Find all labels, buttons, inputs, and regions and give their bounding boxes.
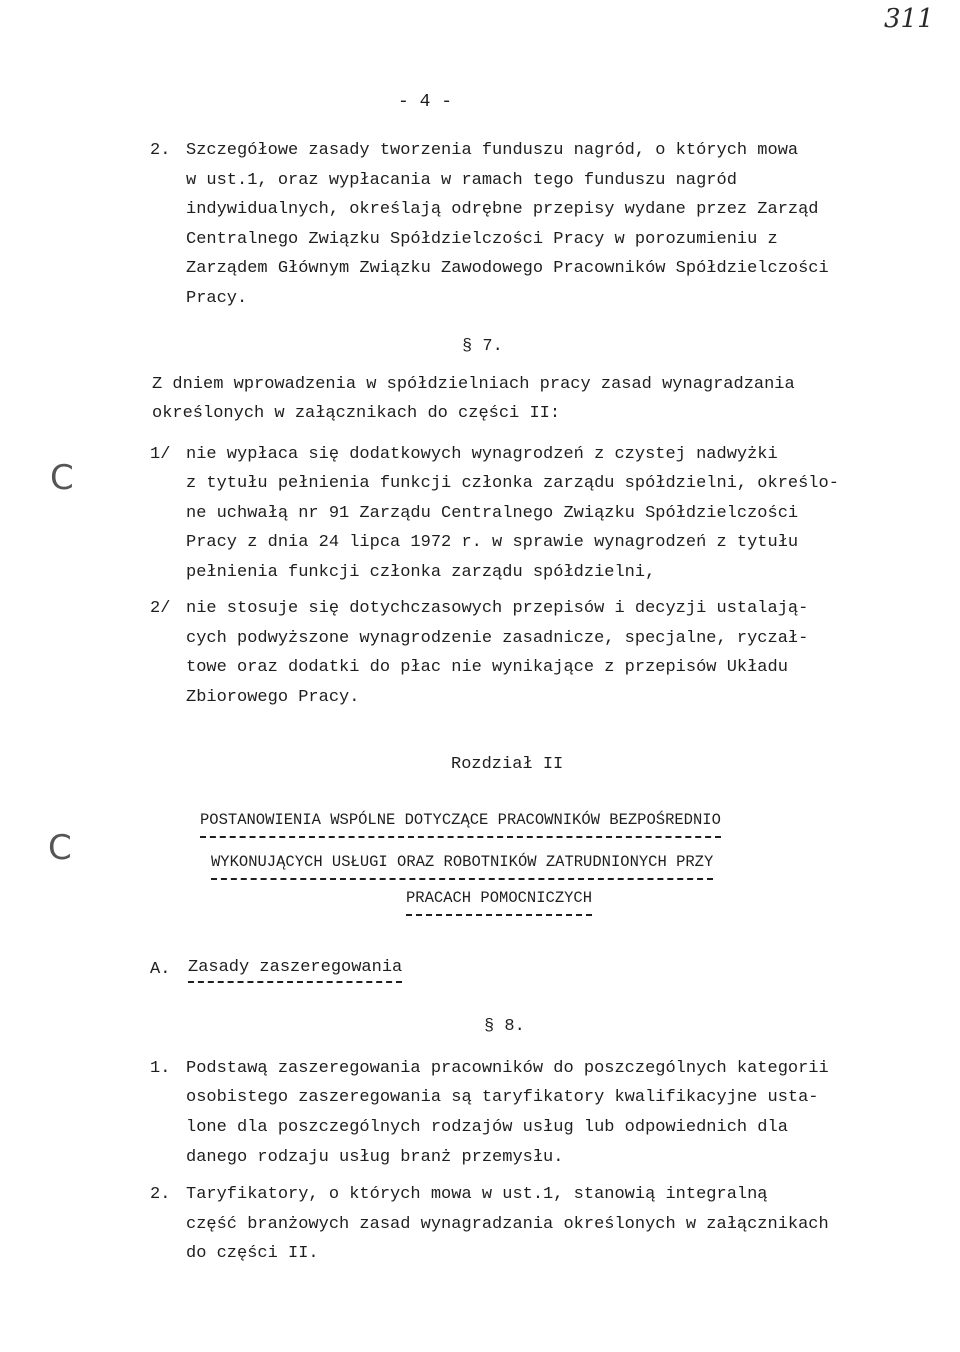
section8-item1-number: 1. — [150, 1059, 171, 1078]
item-line: cych podwyższone wynagrodzenie zasadnicze, specjalne, ryczał- — [186, 629, 809, 648]
para2-line: Zarządem Głównym Związku Zawodowego Pracowników Spółdzielczości — [186, 259, 829, 278]
item-line: Taryfikatory, o których mowa w ust.1, stanowią integralną — [186, 1185, 768, 1204]
para2-number: 2. — [150, 141, 171, 160]
item-line: danego rodzaju usług branż przemysłu. — [186, 1148, 564, 1167]
item-line: towe oraz dodatki do płac nie wynikające z przepisów Układu — [186, 658, 788, 677]
para2-line: indywidualnych, określają odrębne przepisy wydane przez Zarząd — [186, 200, 819, 219]
para2-line: Pracy. — [186, 289, 248, 308]
item-line: nie stosuje się dotychczasowych przepisów i decyzji ustalają- — [186, 599, 809, 618]
para2-line: w ust.1, oraz wypłacania w ramach tego funduszu nagród — [186, 171, 737, 190]
item-line: osobistego zaszeregowania są taryfikatory kwalifikacyjne usta- — [186, 1088, 819, 1107]
section7-item2-number: 2/ — [150, 599, 171, 618]
item-line: część branżowych zasad wynagradzania określonych w załącznikach — [186, 1215, 829, 1234]
sectionA-letter: A. — [150, 960, 171, 979]
para2-line: Centralnego Związku Spółdzielczości Pracy w porozumieniu z — [186, 230, 778, 249]
item-line: Pracy z dnia 24 lipca 1972 r. w sprawie wynagrodzeń z tytułu — [186, 533, 799, 552]
section8-heading: § 8. — [484, 1017, 525, 1036]
item-line: do części II. — [186, 1244, 319, 1263]
item-line: Zbiorowego Pracy. — [186, 688, 360, 707]
para2-line: Szczegółowe zasady tworzenia funduszu nagród, o których mowa — [186, 141, 799, 160]
chapter-title: Rozdział II — [451, 755, 564, 774]
handwritten-page-number: 311 — [884, 4, 934, 34]
item-line: z tytułu pełnienia funkcji członka zarządu spółdzielni, określo- — [186, 474, 839, 493]
section7-heading: § 7. — [462, 337, 503, 356]
section7-intro-line: określonych w załącznikach do części II: — [152, 404, 561, 423]
sectionA-title: Zasady zaszeregowania — [188, 955, 402, 983]
item-line: pełnienia funkcji członka zarządu spółdzielni, — [186, 563, 656, 582]
margin-mark: C — [50, 458, 74, 498]
section7-item1-number: 1/ — [150, 445, 171, 464]
item-line: nie wypłaca się dodatkowych wynagrodzeń z czystej nadwyżki — [186, 445, 778, 464]
item-line: Podstawą zaszeregowania pracowników do poszczególnych kategorii — [186, 1059, 829, 1078]
section7-intro-line: Z dniem wprowadzenia w spółdzielniach pracy zasad wynagradzania — [152, 375, 795, 394]
page-number: - 4 - — [398, 92, 453, 112]
margin-mark: C — [48, 828, 72, 868]
item-line: ne uchwałą nr 91 Zarządu Centralnego Związku Spółdzielczości — [186, 504, 799, 523]
chapter-subtitle-line: POSTANOWIENIA WSPÓLNE DOTYCZĄCE PRACOWNIKÓW BEZPOŚREDNIO — [200, 806, 721, 838]
chapter-subtitle-line: WYKONUJĄCYCH USŁUGI ORAZ ROBOTNIKÓW ZATRUDNIONYCH PRZY — [211, 848, 713, 880]
item-line: lone dla poszczególnych rodzajów usług lub odpowiednich dla — [186, 1118, 788, 1137]
chapter-subtitle-line: PRACACH POMOCNICZYCH — [406, 884, 592, 916]
section8-item2-number: 2. — [150, 1185, 171, 1204]
